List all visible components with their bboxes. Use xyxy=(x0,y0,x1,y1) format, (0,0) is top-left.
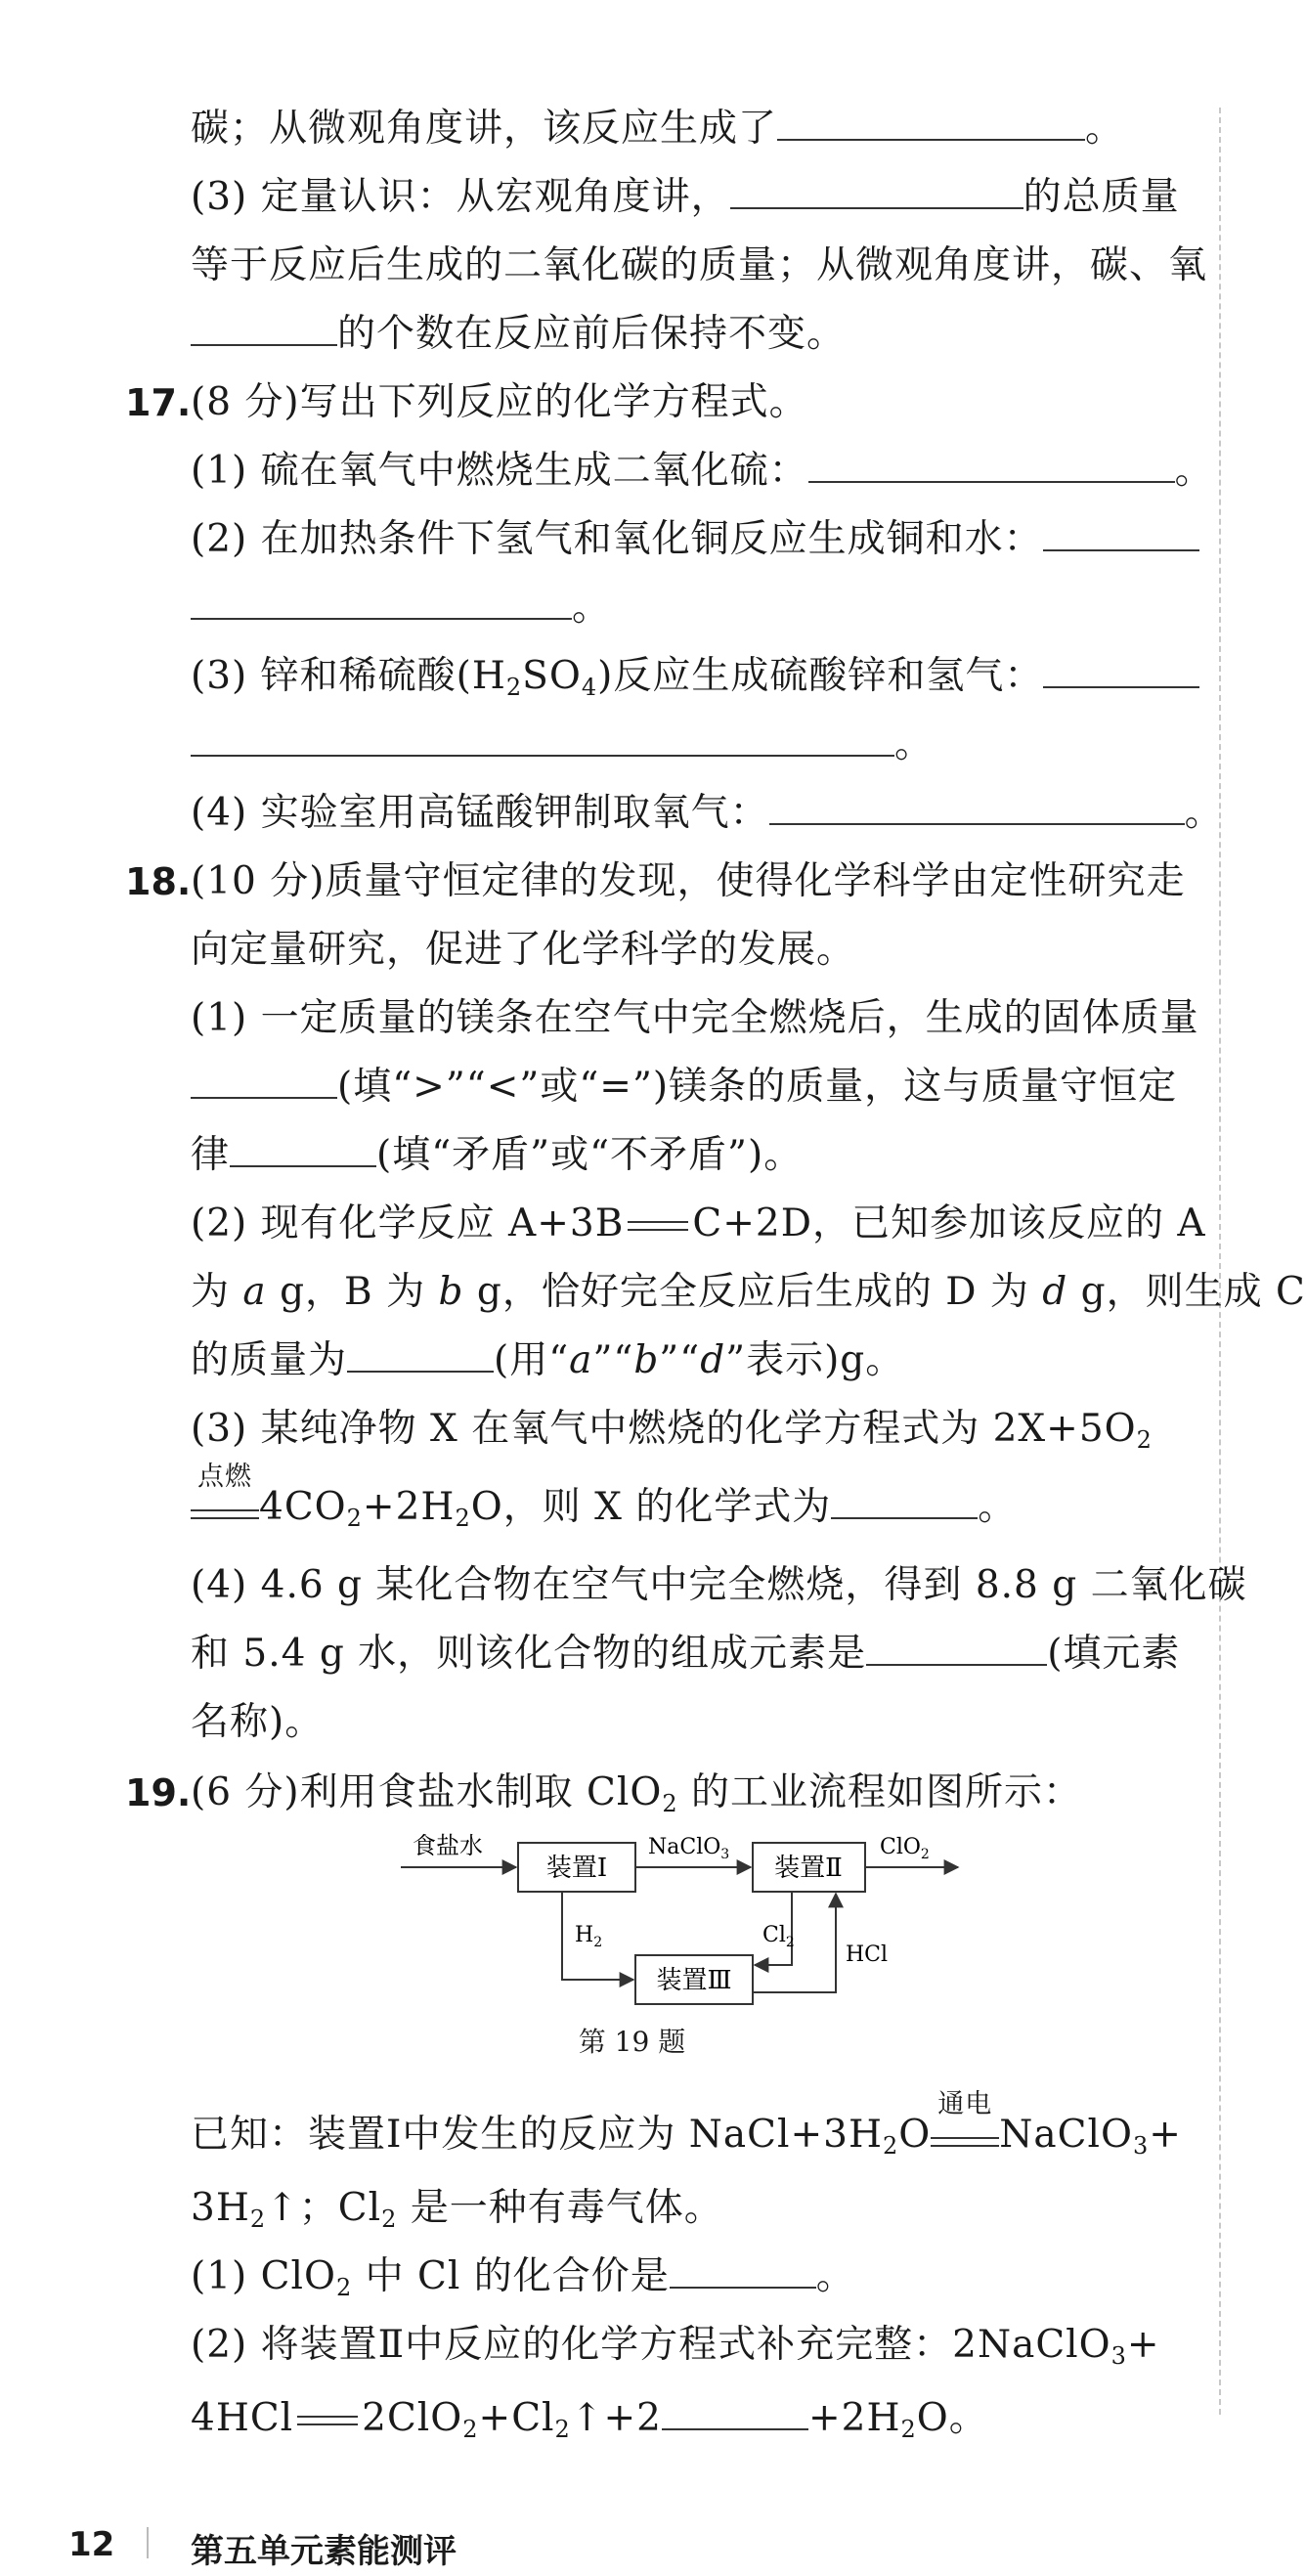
q16-blank2[interactable] xyxy=(730,174,1023,209)
h2-label: $H_2$ xyxy=(575,1923,603,1950)
device-2-label: 装置Ⅱ xyxy=(774,1854,843,1883)
electrolysis-condition: 通电 xyxy=(931,2123,999,2147)
q17-part2: (2) 在加热条件下氢气和氧化铜反应生成铜和水： xyxy=(191,516,1199,563)
naclo3-label: NaClO$_3$ xyxy=(648,1835,730,1862)
page-number: 12 xyxy=(68,2525,115,2564)
q16-line1: 碳；从微观角度讲，该反应生成了 。 xyxy=(191,107,1125,151)
q18-part2-l3: 的质量为 (用“a”“b”“d”表示)g。 xyxy=(191,1338,905,1382)
clo2-label: ClO$_2$ xyxy=(880,1835,930,1862)
equals-sign xyxy=(297,2416,358,2425)
q17-part2-cont: 。 xyxy=(191,585,611,632)
q18-heading1: (10 分)质量守恒定律的发现，使得化学科学由定性研究走 xyxy=(191,859,1186,903)
q18-part4-l3: 名称)。 xyxy=(191,1700,325,1744)
q19-heading: (6 分)利用食盐水制取 ClO$_2$ 的工业流程如图所示： xyxy=(191,1770,1083,1817)
q16-line3: 等于反应后生成的二氧化碳的质量；从微观角度讲，碳、氧 xyxy=(191,243,1208,287)
q18-part4-l1: (4) 4.6 g 某化合物在空气中完全燃烧，得到 8.8 g 二氧化碳 xyxy=(191,1563,1247,1607)
q18-number: 18. xyxy=(125,860,192,903)
q18-part1-l3: 律 (填“矛盾”或“不矛盾”)。 xyxy=(191,1133,804,1177)
input-label: 食盐水 xyxy=(413,1832,483,1859)
footer-divider xyxy=(147,2527,149,2558)
q19-part2-l1: (2) 将装置Ⅱ中反应的化学方程式补充完整：2NaClO$_3$+ xyxy=(191,2323,1160,2370)
q18-part2-l2: 为 a g，B 为 b g，恰好完全反应后生成的 D 为 d g，则生成 C xyxy=(191,1270,1306,1314)
q16-blank3[interactable] xyxy=(191,311,337,346)
q17-part3: (3) 锌和稀硫酸$(H_2SO_4)$反应生成硫酸锌和氢气： xyxy=(191,653,1199,711)
q17-heading: (8 分)写出下列反应的化学方程式。 xyxy=(191,380,808,424)
q16-line4: 的个数在反应前后保持不变。 xyxy=(191,311,846,358)
q18-part3-l2: 点燃 $4CO_2+2H_2O$，则 X 的化学式为 。 xyxy=(191,1484,1017,1542)
q17-blank2a[interactable] xyxy=(1043,516,1199,551)
q19-part2-l2: 4HCl $2ClO_2+Cl_2↑+2 +2H_2O$。 xyxy=(191,2396,988,2443)
q18-blank3[interactable] xyxy=(347,1337,494,1373)
q16-line2: (3) 定量认识：从宏观角度讲， 的总质量 xyxy=(191,175,1180,219)
binding-dashed-line xyxy=(1219,108,1221,2415)
q18-blank1[interactable] xyxy=(191,1064,337,1099)
q18-part2-l1: (2) 现有化学反应 A+3B C+2D，已知参加该反应的 A xyxy=(191,1201,1206,1245)
equals-sign xyxy=(628,1221,688,1231)
q17-blank3b[interactable] xyxy=(191,721,894,757)
device-1-label: 装置Ⅰ xyxy=(545,1854,608,1883)
q17-part3-cont: 。 xyxy=(191,721,934,768)
q18-heading2: 向定量研究，促进了化学科学的发展。 xyxy=(191,928,856,972)
q19-number: 19. xyxy=(125,1771,192,1814)
device-3-label: 装置Ⅲ xyxy=(656,1966,732,1995)
cl2-label: $Cl_2$ xyxy=(762,1923,795,1950)
q18-part1-l1: (1) 一定质量的镁条在空气中完全燃烧后，生成的固体质量 xyxy=(191,996,1199,1040)
q19-part1: (1) ClO$_2$ 中 Cl 的化合价是 。 xyxy=(191,2254,855,2301)
q17-part4: (4) 实验室用高锰酸钾制取氧气： 。 xyxy=(191,791,1224,835)
q18-blank5[interactable] xyxy=(866,1631,1047,1666)
q19-blank2[interactable] xyxy=(662,2395,808,2430)
ignite-condition: 点燃 xyxy=(191,1496,259,1519)
figure-caption: 第 19 题 xyxy=(578,2026,686,2058)
q18-part3-l1: (3) 某纯净物 X 在氧气中燃烧的化学方程式为 $2X+5O_2$ xyxy=(191,1407,1153,1454)
q17-blank4[interactable] xyxy=(769,790,1185,825)
q17-number: 17. xyxy=(125,381,192,424)
q17-blank3a[interactable] xyxy=(1043,653,1199,688)
q17-part1: (1) 硫在氧气中燃烧生成二氧化硫： 。 xyxy=(191,449,1214,493)
q17-blank1[interactable] xyxy=(808,448,1175,483)
q19-known-l2: $3H_2↑$；$Cl_2$ 是一种有毒气体。 xyxy=(191,2186,723,2233)
q18-blank2[interactable] xyxy=(230,1132,376,1167)
hcl-label: HCl xyxy=(846,1943,889,1967)
unit-title: 第五单元素能测评 xyxy=(191,2532,457,2571)
q18-blank4[interactable] xyxy=(831,1484,978,1519)
q19-blank1[interactable] xyxy=(670,2253,816,2289)
q19-known-l1: 已知：装置Ⅰ中发生的反应为 $NaCl+3H_2O$ 通电 NaClO$_3$+ xyxy=(191,2089,1182,2160)
flow-diagram xyxy=(371,1818,978,2014)
q16-blank1[interactable] xyxy=(777,106,1085,141)
q17-blank2b[interactable] xyxy=(191,585,572,620)
q18-part4-l2: 和 5.4 g 水，则该化合物的组成元素是 (填元素 xyxy=(191,1632,1181,1676)
q18-part1-l2: (填“>”“<”或“=”)镁条的质量，这与质量守恒定 xyxy=(191,1064,1177,1111)
